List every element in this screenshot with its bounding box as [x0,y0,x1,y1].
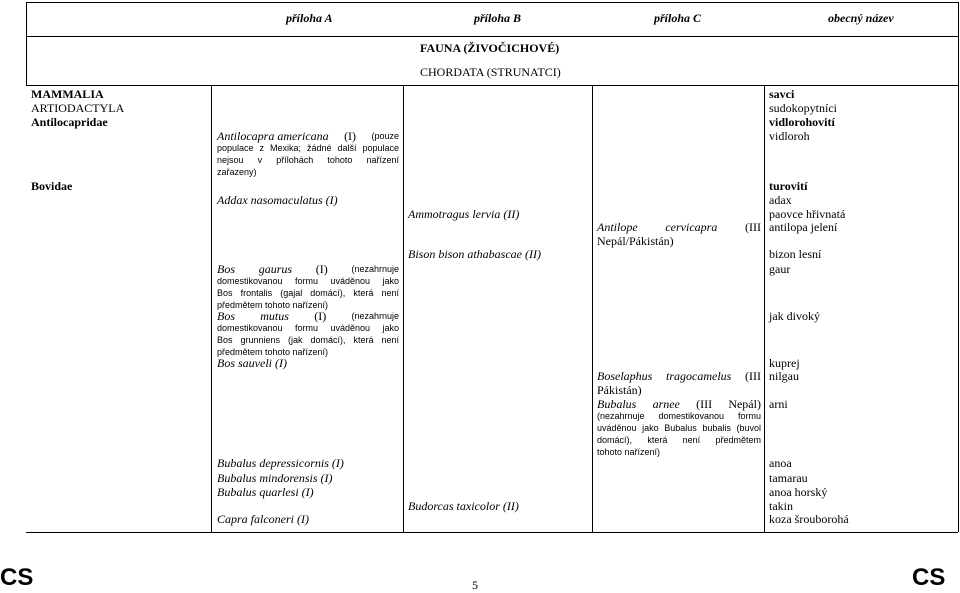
common-antilopa: antilopa jelení [769,220,838,234]
common-nilgau: nilgau [769,369,799,383]
family-antilocapridae: Antilocapridae [31,115,108,129]
bubalus-arnee-note-3: domácí), která není předmětem [597,435,761,445]
species-epithet: gaurus [258,262,293,276]
header-common-name: obecný název [828,11,894,25]
bubalus-arnee-note-2: uváděnou jako Bubalus bubalis (buvol [597,423,761,433]
annex-code: (III [745,220,761,234]
table-right-border [958,2,959,532]
antilocapra-note-2: nejsou v přílohách tohoto nařízení [217,155,399,165]
entry-ammotragus-lervia: Ammotragus lervia (II) [408,207,520,221]
table-top-border [26,2,958,3]
common-adax: adax [769,193,792,207]
table-bottom-border [26,532,958,533]
common-vidlorohoviti: vidlorohovití [769,115,835,129]
entry-boselaphus-tragocamelus [597,369,761,384]
header-annex-a: příloha A [286,11,333,25]
common-anoa-horsky: anoa horský [769,485,828,499]
bubalus-arnee-note-1: (nezahrnuje domestikovanou formu [597,411,761,421]
antilope-countries: Nepál/Pákistán) [597,234,674,248]
common-jak: jak divoký [769,309,820,323]
common-gaur: gaur [769,262,791,276]
bos-gaurus-note-1: domestikovanou formu uváděnou jako [217,276,399,286]
bos-gaurus-note-3: předmětem tohoto nařízení) [217,300,329,310]
bos-gaurus-note-2: Bos frontalis (gajal domácí), která není [217,288,399,298]
common-savci: savci [769,87,795,101]
entry-budorcas-taxicolor: Budorcas taxicolor (II) [408,499,519,513]
entry-addax-nasomaculatus: Addax nasomaculatus (I) [217,193,338,207]
common-paovce: paovce hřivnatá [769,207,846,221]
entry-bubalus-depressicornis: Bubalus depressicornis (I) [217,456,344,470]
common-vidloroh: vidloroh [769,129,810,143]
bos-mutus-note-1: domestikovanou formu uváděnou jako [217,323,399,333]
species-name: Antilocapra americana [217,129,329,143]
footer-language-right: CS [912,564,946,591]
header-row-border [26,36,958,37]
country: Nepál) [728,397,761,411]
order-name: ARTIODACTYLA [31,101,125,115]
common-bizon: bizon lesní [769,247,822,261]
bos-mutus-note-2: Bos grunniens (jak domácí), která není [217,335,399,345]
species-epithet: tragocamelus [666,369,732,383]
bos-mutus-note-3: předmětem tohoto nařízení) [217,347,329,357]
header-annex-c: příloha C [654,11,702,25]
taxon-col-border [211,85,212,532]
antilocapra-note-3: zařazeny) [217,167,257,177]
species-genus: Antilope [597,220,638,234]
class-name: MAMMALIA [31,87,104,101]
annex-code: (I) [314,309,327,323]
annex-a-col-border [403,85,404,532]
common-tamarau: tamarau [769,471,808,485]
family-bovidae: Bovidae [31,179,73,193]
note-text: (nezahrnuje [351,311,399,321]
annex-code: (I) [344,129,357,143]
species-genus: Bos [217,262,235,276]
annex-c-col-border [764,85,765,532]
entry-bubalus-mindorensis: Bubalus mindorensis (I) [217,471,333,485]
boselaphus-countries: Pákistán) [597,383,642,397]
common-arni: arni [769,397,788,411]
common-koza: koza šrouborohá [769,512,849,526]
antilocapra-note-1: populace z Mexika; žádné další populace [217,143,399,153]
species-genus: Bubalus [597,397,637,411]
bubalus-arnee-note-4: tohoto nařízení) [597,447,661,457]
entry-capra-falconeri: Capra falconeri (I) [217,512,309,526]
entry-bison-bison-athabascae: Bison bison athabascae (II) [408,247,541,261]
header-annex-b: příloha B [474,11,522,25]
section-row-border [26,85,958,86]
note-text: (nezahrnuje [351,264,399,274]
species-epithet: arnee [652,397,680,411]
section-subtitle: CHORDATA (STRUNATCI) [420,65,561,79]
annex-code: (III [745,369,761,383]
common-takin: takin [769,499,793,513]
species-epithet: mutus [260,309,289,323]
annex-b-col-border [592,85,593,532]
footer-language-left: CS [0,564,34,591]
annex-code: (III [696,397,713,411]
entry-bos-sauveli: Bos sauveli (I) [217,356,287,370]
annex-code: (I) [315,262,328,276]
species-genus: Boselaphus [597,369,653,383]
common-sudokopytnici: sudokopytníci [769,101,837,115]
common-anoa: anoa [769,456,792,470]
entry-antilope-cervicapra [597,220,761,235]
species-genus: Bos [217,309,235,323]
entry-bubalus-quarlesi: Bubalus quarlesi (I) [217,485,314,499]
note-text: (pouze [371,131,399,141]
species-epithet: cervicapra [665,220,718,234]
common-kuprej: kuprej [769,356,800,370]
page-number: 5 [472,578,478,592]
common-turoviti: turovití [769,179,808,193]
table-left-border [26,2,27,85]
section-title: FAUNA (ŽIVOČICHOVÉ) [420,41,560,55]
